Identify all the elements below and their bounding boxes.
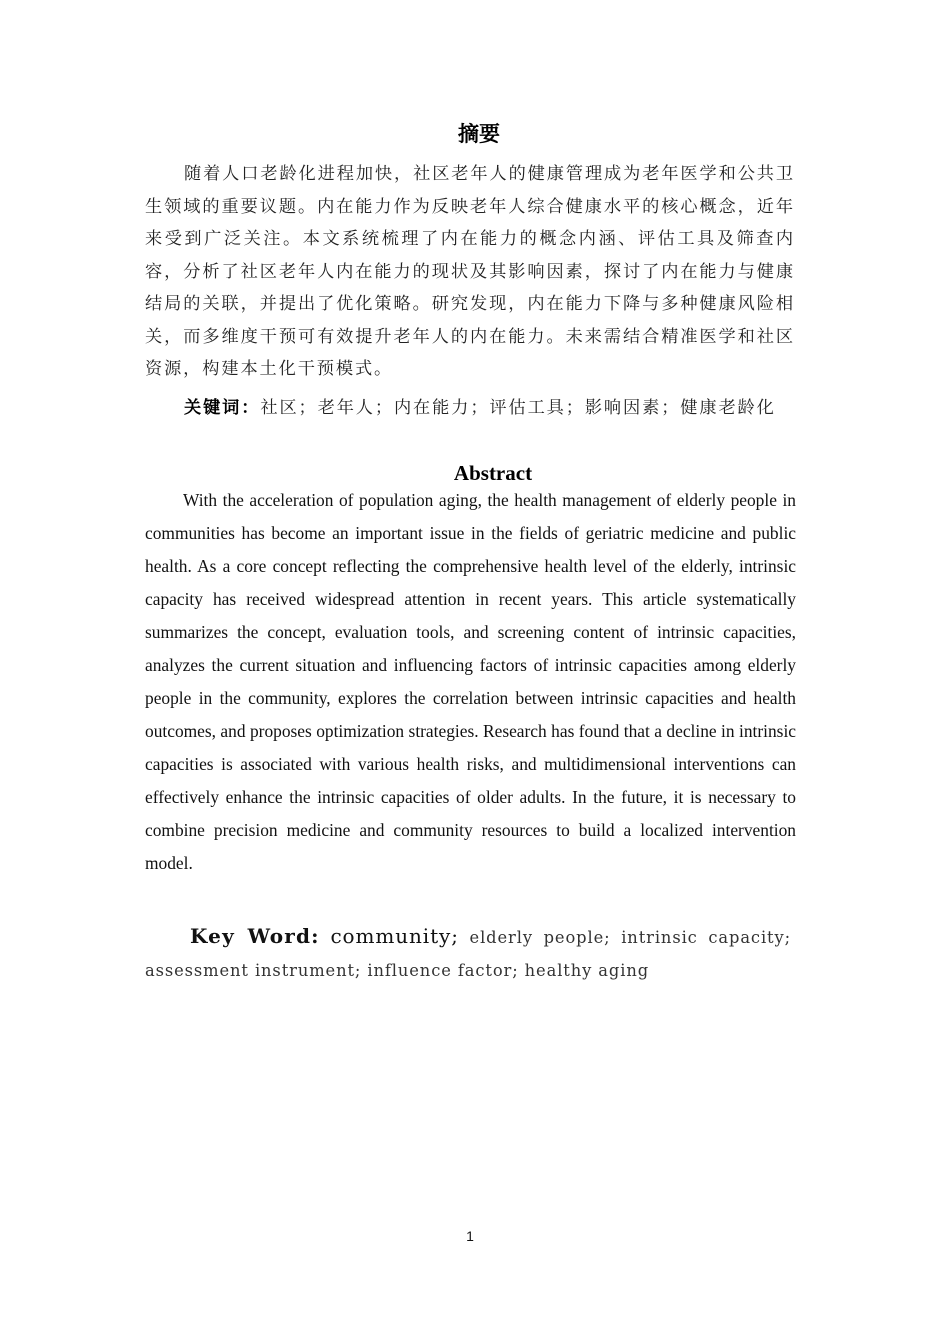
english-keywords-list: elderly people; intrinsic capacity; assessment instrument; influence factor; healthy aging <box>145 928 791 980</box>
page-number: 1 <box>466 1228 474 1244</box>
english-abstract-title: Abstract <box>453 461 533 485</box>
chinese-abstract-body: 随着人口老龄化进程加快，社区老年人的健康管理成为老年医学和公共卫生领域的重要议题。内在能力作为反映老年人综合健康水平的核心概念，近年来受到广泛关注。本文系统梳理了内在能力的概念内涵、评估工具及筛查内容，分析了社区老年人内在能力的现状及其影响因素，探讨了内在能力与健康结局的关联，并提出了优化策略。研究发现，内在能力下降与多种健康风险相关，而多维度干预可有效提升老年人的内在能力。未来需结合精准医学和社区资源，构建本土化干预模式。 <box>145 164 795 379</box>
chinese-keywords-list: 社区；老年人；内在能力；评估工具；影响因素；健康老龄化 <box>260 398 776 418</box>
english-keywords-label: Key Word: <box>190 924 320 948</box>
chinese-abstract-title: 摘要 <box>458 122 500 146</box>
english-keyword-first: community; <box>330 924 459 948</box>
chinese-keywords-label: 关键词： <box>184 398 261 418</box>
english-abstract-body: With the acceleration of population aging, the health management of elderly people in communities has become an important issue in the fields of geriatric medicine and public health. As a core concept reflecting the comprehensive health level of the elderly, intrinsic capacity has received widespread attention in recent years. This article systematically summarizes the concept, evaluation tools, and screening content of intrinsic capacities, analyzes the current situation and influencing factors of intrinsic capacities among elderly people in the community, explores the correlation between intrinsic capacities and health outcomes, and proposes optimization strategies. Research has found that a decline in intrinsic capacities is associated with various health risks, and multidimensional interventions can effectively enhance the intrinsic capacities of older adults. In the future, it is necessary to combine precision medicine and community resources to build a localized intervention model. <box>145 490 796 873</box>
english-keywords <box>145 920 791 987</box>
chinese-keywords <box>145 393 795 424</box>
